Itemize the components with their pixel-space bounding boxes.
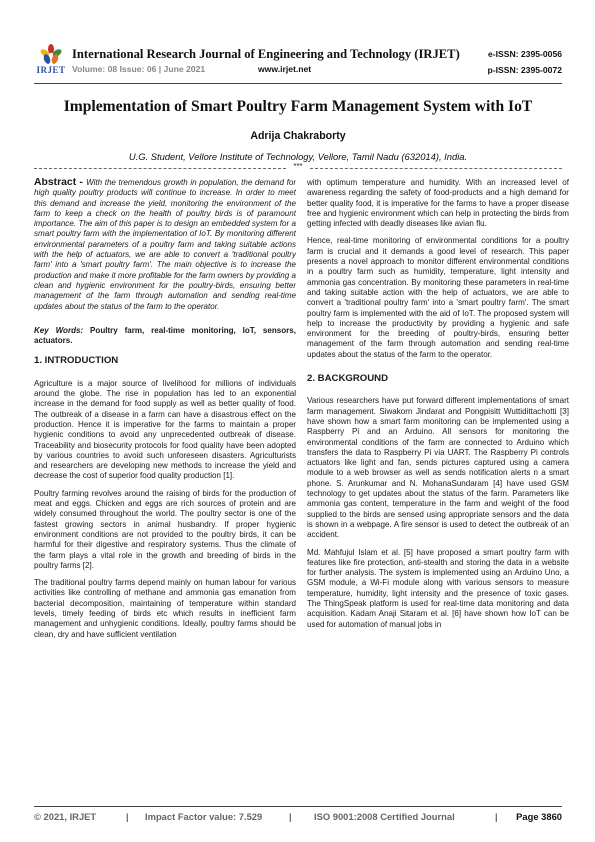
- header-divider: [34, 83, 562, 84]
- footer-divider: [34, 806, 562, 807]
- e-issn: e-ISSN: 2395-0056: [487, 49, 562, 59]
- footer-copyright: © 2021, IRJET: [34, 811, 97, 822]
- abstract-text: With the tremendous growth in population, the demand for high quality poultry products will continue to increase. In order to meet this demand and increase the yield, monitoring the environment of the farm to keep a check on the health of poultry birds is of paramount importance. The aim of this paper is to design an embedded system for a smart poultry farm with the implementation of IoT. By monitoring different environmental parameters of a poultry farm and taking suitable actions with the help of actuators, we are able to convert a 'traditional poultry farm' into a 'smart poultry farm'. The main objective is to increase the production and make it more profitable for the farm owners by providing a clean and hygienic environment for the poultry-birds, ensuring better management of the farm through automation and sending real-time updates about the status of the farm to the operator.: [34, 178, 296, 311]
- journal-header: [34, 44, 562, 80]
- section-heading-introduction: 1. INTRODUCTION: [34, 355, 119, 367]
- title-separator: [34, 163, 562, 173]
- footer-separator: |: [495, 811, 498, 822]
- intro-paragraph-2: Poultry farming revolves around the raising of birds for the production of meat and eggs. Chicken and eggs are rich sources of protein and are widely consumed throughout the world. The poultry sector is one of the fastest growing sectors in animal husbandry. If proper hygienic environment conditions are not provided to the poultry birds, it can be harmful for their digestive and respiratory systems. Thus the climate of the farm plays a vital role in the growth and breeding of birds in the poultry farms [2].: [34, 488, 296, 570]
- abstract: [34, 178, 296, 312]
- page-footer: [34, 811, 562, 825]
- keywords-label: Key Words:: [34, 325, 84, 335]
- journal-title: International Research Journal of Engineering and Technology (IRJET): [72, 47, 460, 61]
- keywords-text: Poultry farm, real-time monitoring, IoT, sensors, actuators.: [34, 325, 296, 346]
- paper-title: Implementation of Smart Poultry Farm Management System with IoT: [63, 98, 533, 115]
- irjet-logo: [34, 44, 68, 78]
- irjet-flower-icon: [40, 44, 62, 66]
- right-paragraph-1: with optimum temperature and humidity. With an increased level of awareness regarding the safety of food-products and a high demand for better quality food, it is imperative for the farms to have a proper disease free and hygienic environment which can help in protecting the birds from getting infected with deadly diseases like avian flu.: [307, 178, 569, 229]
- page-number: Page 3860: [516, 811, 562, 822]
- footer-impact-factor: Impact Factor value: 7.529: [145, 811, 263, 822]
- separator-stars: ***: [293, 162, 303, 171]
- right-paragraph-2: Hence, real-time monitoring of environmental conditions for a poultry farm is crucial and it demands a good level of research. This paper presents a novel approach to monitor different environmental conditions in a poultry farm such as humidity, temperature, light intensity and ammonia gas concentration. By monitoring these parameters in real-time and taking suitable action with the help of actuators, we are able to convert a 'traditional poultry farm' into a 'smart poultry farm'. The smart poultry farm is implemented with the aid of IoT. The proposed system will help to increase the productivity by providing a hygienic and safe environment for the breeding of poultry-birds, ensuring better management of the farm through automation and sending real-time updates about the status of the farm to the operator.: [307, 236, 569, 359]
- paper-author: Adrija Chakraborty: [250, 130, 346, 142]
- section-heading-background: 2. BACKGROUND: [307, 373, 389, 385]
- keywords: [34, 326, 296, 347]
- separator-line-right: [310, 168, 562, 169]
- intro-paragraph-1: Agriculture is a major source of livelihood for millions of individuals around the globe. The rise in population has led to an exponential increase in the demand for food supply as well as better quality of food. The outbreak of a disease in a farm can have a disastrous effect on the production. Hence it is imperative for the farms to maintain a proper hygienic conditions to avoid any unprecedented outbreak of disease. Traceability and biosecurity protocols for food quality have been adopted by various countries to avoid such unforeseen disasters. Agriculturists and researchers are developing new methods to increase the yield and decrease the cost of superior food quality production [1].: [34, 378, 296, 481]
- background-paragraph-1: Various researchers have put forward different implementations of smart farm management. Siwakorn Jindarat and Pongpisitt Wuttidittachotti [3] have shown how a smart farm monitoring can be implemented using a Raspberry Pi and an Arduino. All sensors for monitoring the environmental conditions of the farm are connected to Arduino which transfers the data to Raspberry Pi via UART. The Raspberry Pi controls actuators like light and fan, sends pictures captured using a camera module to a web browser as well as sends notification alerts n a smart phone. S. Arunkumar and N. MohanaSundaram [4] have used GSM technology to get updates about the status of the farm. Parameters like ammonia gas content, temperature in the farm and weight of the food supplied to the birds are sensed using appropriate sensors and the data is shown in a webpage. A fire sensor is used to detect the outbreak of an accident.: [307, 396, 569, 540]
- footer-separator: |: [289, 811, 292, 822]
- logo-wordmark: IRJET: [36, 65, 66, 75]
- abstract-label: Abstract -: [34, 178, 87, 188]
- volume-issue: Volume: 08 Issue: 06 | June 2021: [72, 64, 206, 74]
- author-affiliation: U.G. Student, Vellore Institute of Technology, Vellore, Tamil Nadu (632014), India.: [128, 151, 468, 162]
- journal-url[interactable]: www.irjet.net: [258, 64, 312, 74]
- left-column: [34, 178, 296, 802]
- footer-iso: ISO 9001:2008 Certified Journal: [314, 811, 455, 822]
- background-paragraph-2: Md. Mahfujul Islam et al. [5] have proposed a smart poultry farm with features like fire protection, anti-stealth and storing the data in a website for further analysis. The system is implemented using an Arduino Uno, a GSM module, a Wi-Fi module along with various sensors to measure temperature, humidity, light intensity and the presence of toxic gases. The ThingSpeak platform is used for real-time data monitoring and data acquisition. Kadam Anaji Sitaram et al. [6] have shown how IoT can be used for automation of manual jobs in: [307, 547, 569, 629]
- right-column: [307, 178, 569, 802]
- intro-paragraph-3: The traditional poultry farms depend mainly on human labour for various activities like controlling of methane and ammonia gas emanation from bacterial decomposition, maintaining of temperature within standard levels, timely feeding of birds etc which results in inefficient farm management and unhygienic conditions. Ideally, poultry farms should be clean, dry and have sufficient ventilation: [34, 578, 296, 639]
- p-issn: p-ISSN: 2395-0072: [487, 65, 562, 75]
- footer-separator: |: [126, 811, 129, 822]
